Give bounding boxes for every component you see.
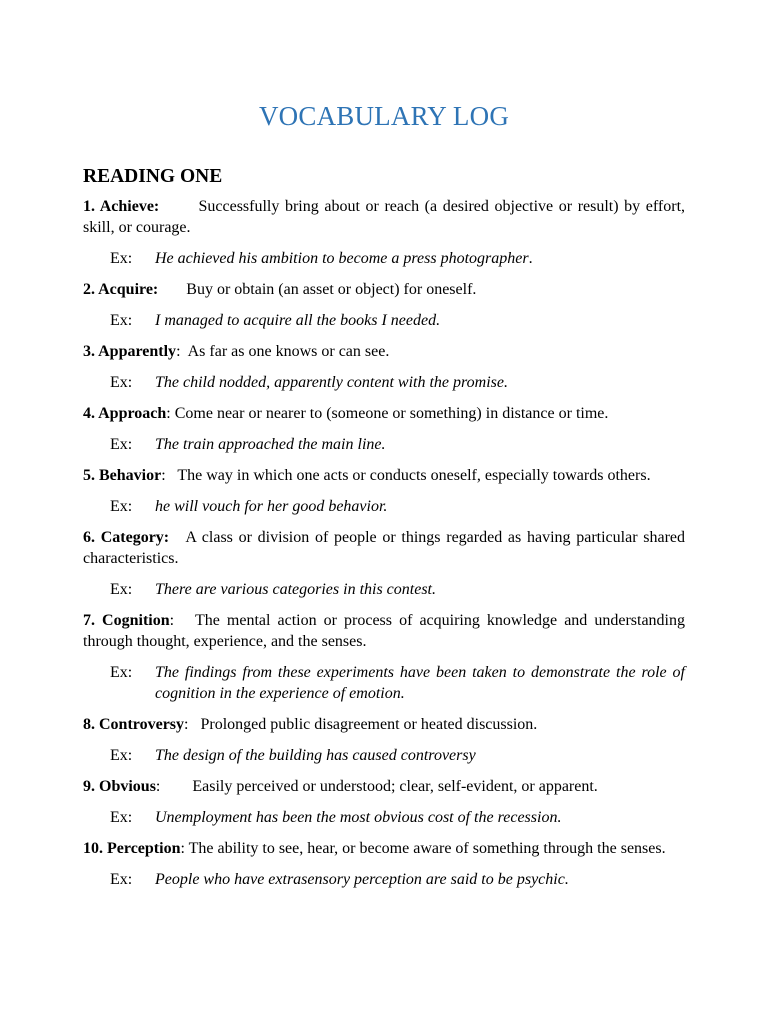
- page-title: VOCABULARY LOG: [258, 101, 510, 131]
- term-separator: :: [166, 405, 175, 422]
- vocab-term: 1. Achieve:: [83, 198, 160, 215]
- example-line: [83, 248, 685, 269]
- vocab-entry: [83, 527, 685, 600]
- definition-line: [83, 610, 685, 652]
- example-label: Ex:: [110, 809, 133, 826]
- vocab-entry: [83, 341, 685, 393]
- vocab-definition: Come near or nearer to (someone or something) in distance or time.: [174, 405, 609, 422]
- example-sentence-block: [155, 807, 685, 828]
- example-line: [83, 745, 685, 766]
- term-separator: [169, 529, 185, 546]
- vocab-entry: [83, 403, 685, 455]
- example-line: [83, 372, 685, 393]
- example-sentence-block: [155, 662, 685, 704]
- example-sentence: he will vouch for her good behavior.: [155, 498, 388, 515]
- example-label: Ex:: [110, 436, 133, 453]
- vocab-definition: Successfully bring about or reach (a desired objective or result) by effort, skill, or courage.: [83, 198, 686, 236]
- vocab-entry: [83, 838, 685, 890]
- example-sentence: He achieved his ambition to become a press photographer: [155, 250, 529, 267]
- example-line: [83, 579, 685, 600]
- vocab-term: 5. Behavior: [83, 467, 162, 484]
- example-sentence: The findings from these experiments have been taken to demonstrate the role of cognition in the experience of emotion.: [155, 664, 685, 702]
- vocab-definition: The ability to see, hear, or become aware of something through the senses.: [188, 840, 666, 857]
- vocab-definition: Prolonged public disagreement or heated discussion.: [200, 716, 538, 733]
- example-line: [83, 496, 685, 517]
- vocab-entry: [83, 279, 685, 331]
- example-sentence: The train approached the main line.: [155, 436, 386, 453]
- vocab-term: 4. Approach: [83, 405, 167, 422]
- term-separator: [158, 281, 186, 298]
- example-line: [83, 662, 685, 704]
- example-line: [83, 807, 685, 828]
- example-sentence: The design of the building has caused controversy: [155, 747, 476, 764]
- vocab-term: 2. Acquire:: [83, 281, 159, 298]
- example-sentence-block: [155, 310, 685, 331]
- definition-line: [83, 714, 685, 735]
- example-sentence-block: [155, 248, 685, 269]
- vocab-term: 7. Cognition: [83, 612, 170, 629]
- example-sentence: I managed to acquire all the books I needed.: [155, 312, 441, 329]
- example-sentence-block: [155, 869, 685, 890]
- definition-line: [83, 341, 685, 362]
- example-sentence-block: [155, 579, 685, 600]
- vocab-definition: As far as one knows or can see.: [187, 343, 390, 360]
- term-separator: :: [155, 778, 193, 795]
- vocab-term: 3. Apparently: [83, 343, 177, 360]
- definition-line: [83, 838, 685, 859]
- example-label: Ex:: [110, 581, 133, 598]
- definition-line: [83, 403, 685, 424]
- example-label: Ex:: [110, 312, 133, 329]
- vocab-definition: A class or division of people or things regarded as having particular shared characteristics.: [83, 529, 685, 567]
- vocab-term: 8. Controversy: [83, 716, 185, 733]
- term-separator: [159, 198, 198, 215]
- definition-line: [83, 196, 685, 238]
- definition-line: [83, 527, 685, 569]
- example-line: [83, 434, 685, 455]
- definition-line: [83, 279, 685, 300]
- vocab-term: 6. Category:: [83, 529, 170, 546]
- term-separator: :: [180, 840, 189, 857]
- vocab-definition: Easily perceived or understood; clear, self-evident, or apparent.: [192, 778, 598, 795]
- vocabulary-list: [83, 196, 685, 900]
- example-sentence: There are various categories in this contest.: [155, 581, 436, 598]
- example-sentence-block: [155, 496, 685, 517]
- vocab-term: 9. Obvious: [83, 778, 156, 795]
- example-label: Ex:: [110, 250, 133, 267]
- vocab-definition: Buy or obtain (an asset or object) for oneself.: [186, 281, 477, 298]
- term-separator: :: [184, 716, 201, 733]
- example-label: Ex:: [110, 747, 133, 764]
- vocab-entry: [83, 714, 685, 766]
- vocab-definition: The way in which one acts or conducts oneself, especially towards others.: [177, 467, 651, 484]
- definition-line: [83, 776, 685, 797]
- term-separator: :: [176, 343, 188, 360]
- example-sentence-block: [155, 745, 685, 766]
- vocab-entry: [83, 610, 685, 704]
- example-sentence: Unemployment has been the most obvious cost of the recession.: [155, 809, 562, 826]
- example-label: Ex:: [110, 498, 133, 515]
- example-label: Ex:: [110, 664, 133, 681]
- definition-line: [83, 465, 685, 486]
- example-label: Ex:: [110, 374, 133, 391]
- example-label: Ex:: [110, 871, 133, 888]
- vocab-entry: [83, 776, 685, 828]
- example-line: [83, 869, 685, 890]
- example-sentence: People who have extrasensory perception are said to be psychic.: [155, 871, 569, 888]
- term-separator: :: [161, 467, 178, 484]
- section-heading: READING ONE: [83, 166, 223, 187]
- example-punctuation: .: [528, 250, 533, 267]
- vocab-term: 10. Perception: [83, 840, 181, 857]
- example-sentence: The child nodded, apparently content with the promise.: [155, 374, 508, 391]
- vocab-entry: [83, 465, 685, 517]
- term-separator: :: [169, 612, 195, 629]
- vocab-entry: [83, 196, 685, 269]
- example-line: [83, 310, 685, 331]
- example-sentence-block: [155, 372, 685, 393]
- example-sentence-block: [155, 434, 685, 455]
- vocab-definition: The mental action or process of acquiring knowledge and understanding through thought, experience, and the senses.: [83, 612, 686, 650]
